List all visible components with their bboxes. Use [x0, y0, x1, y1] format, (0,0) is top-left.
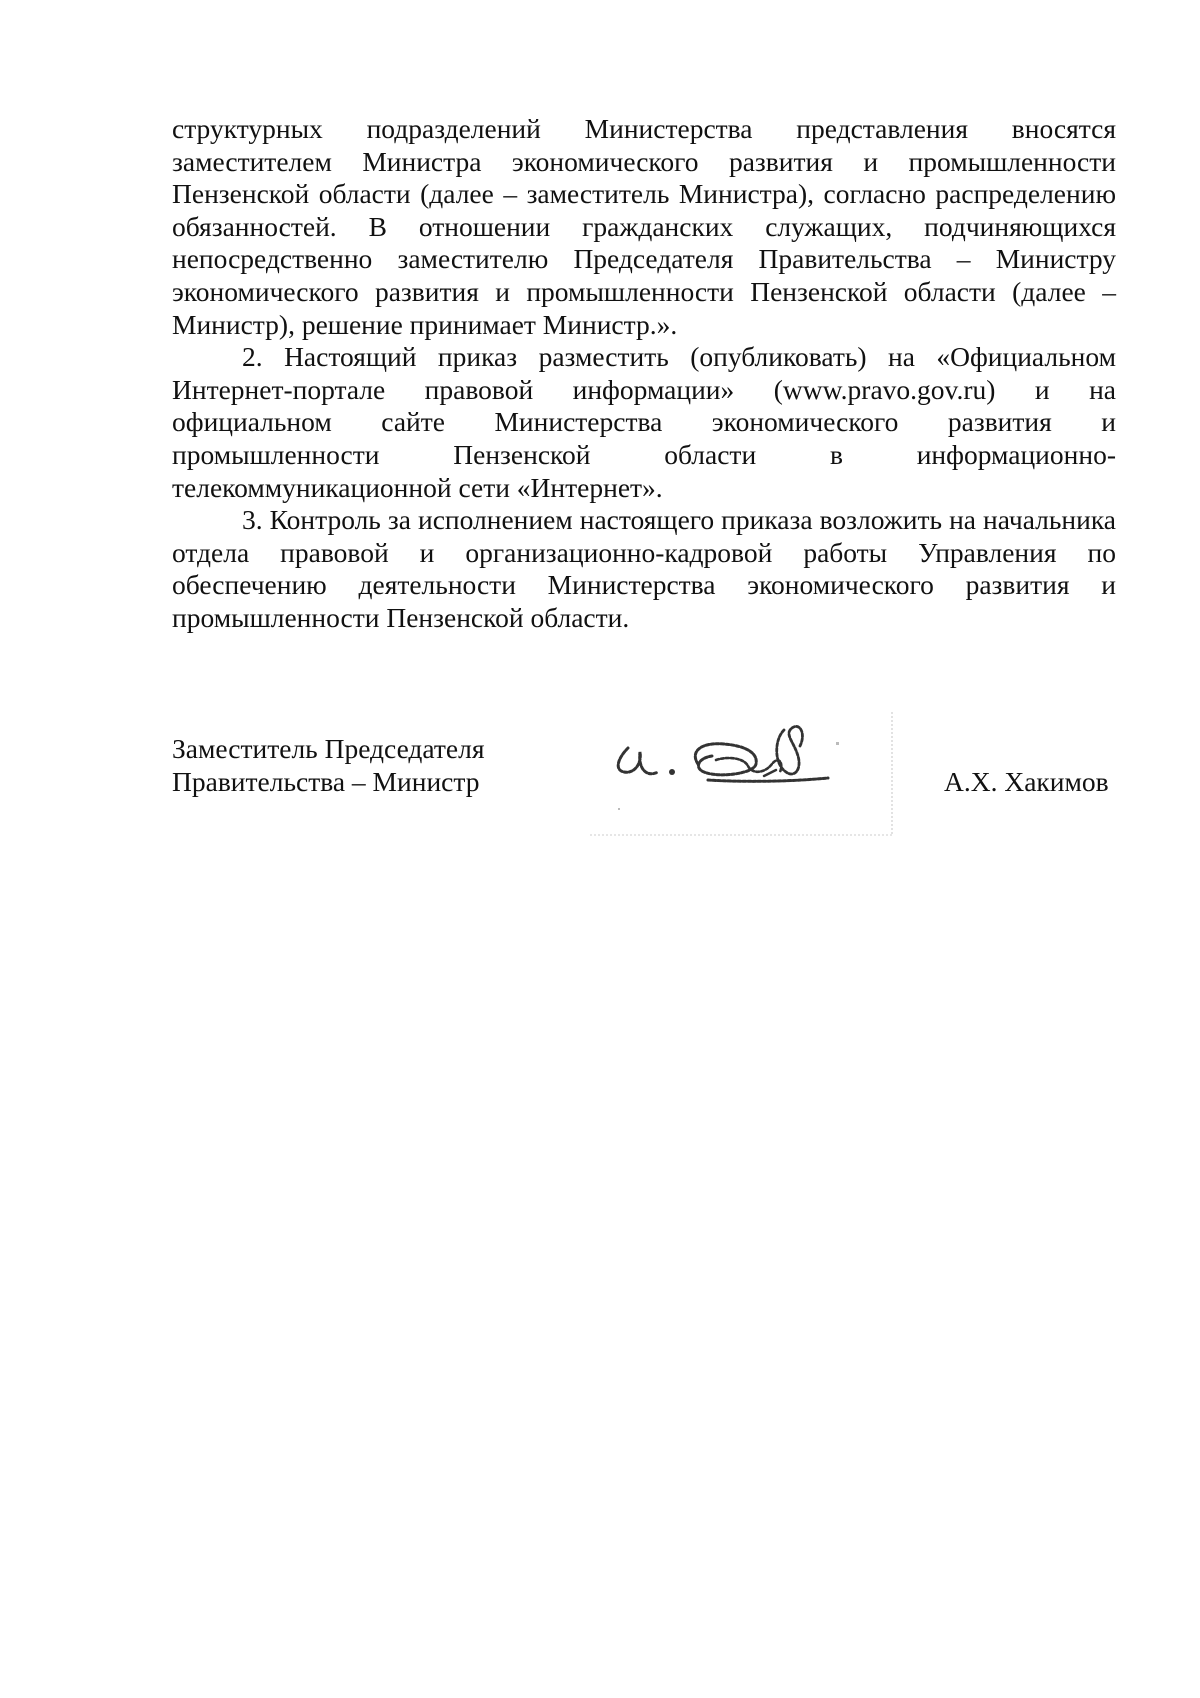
document-body [172, 113, 1116, 635]
signatory-role [172, 732, 485, 798]
paragraph-control: 3. Контроль за исполнением настоящего приказа возложить на начальника отдела правовой и организационно-кадровой работы Управления по обеспечению деятельности Министерства экономического развития и промышленности Пензенской области. [172, 504, 1116, 633]
paragraph-continuation: структурных подразделений Министерства представления вносятся заместителем Министра экономического развития и промышленности Пензенской области (далее – заместитель Министра), согласно распределению обязанностей. В отношении гражданских служащих, подчиняющихся непосредственно заместителю Председателя Правительства – Министру экономического развития и промышленности Пензенской области (далее – Министр), решение принимает Министр.». [172, 113, 1116, 340]
signatory-role-line-1: Заместитель Председателя [172, 733, 485, 764]
signatory-role-line-2: Правительства – Министр [172, 766, 480, 797]
paragraph-publication: 2. Настоящий приказ разместить (опубликовать) на «Официальном Интернет-портале правовой информации» (www.pravo.gov.ru) и на официальном сайте Министерства экономического развития и промышленности Пензенской области в информационно-телекоммуникационной сети «Интернет». [172, 341, 1116, 503]
handwritten-signature [588, 712, 894, 838]
signatory-name: А.Х. Хакимов [944, 766, 1109, 797]
